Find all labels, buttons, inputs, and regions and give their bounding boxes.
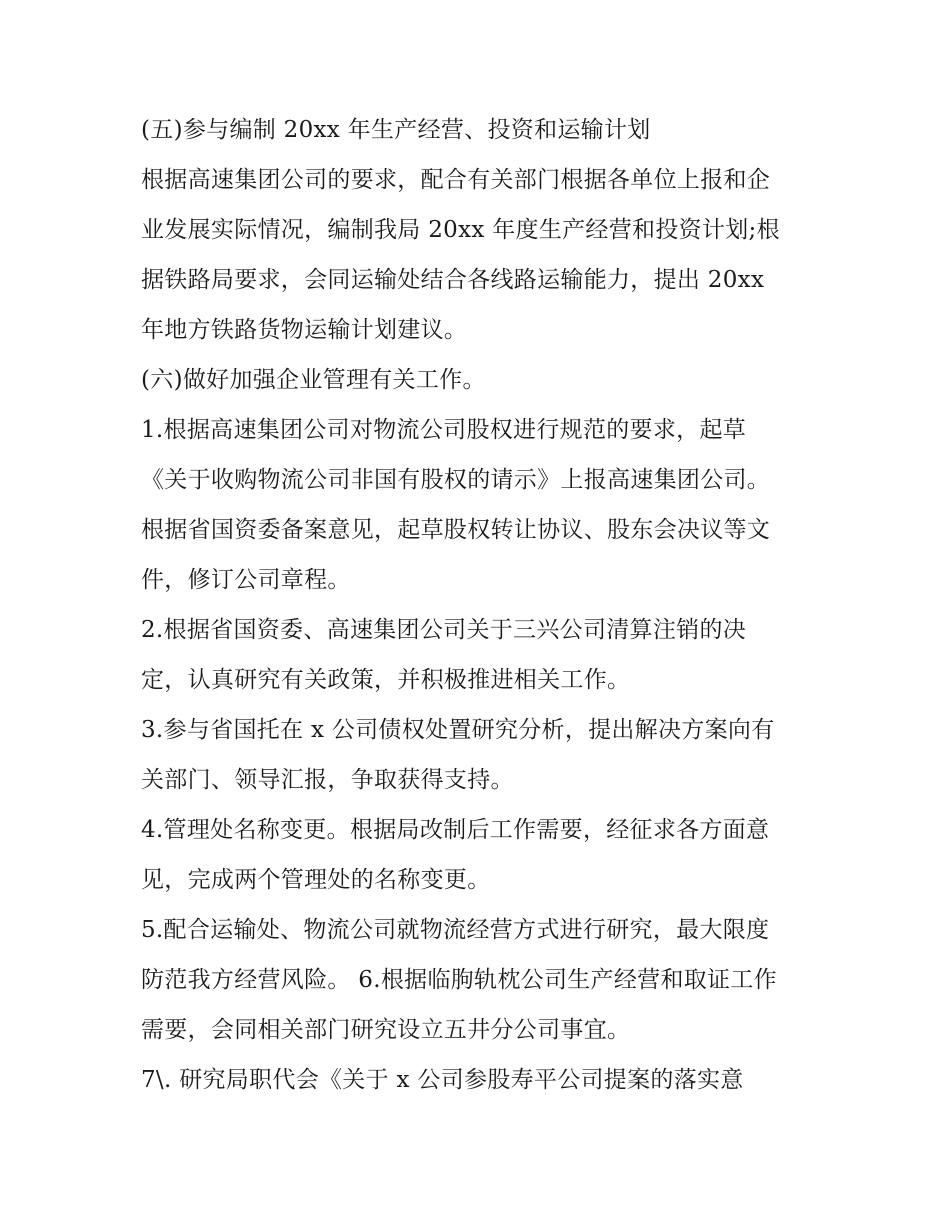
paragraph-line: 根据高速集团公司的要求，配合有关部门根据各单位上报和企 [141, 167, 771, 193]
list-item-4: 4.管理处名称变更。根据局改制后工作需要，经征求各方面意 [141, 817, 770, 843]
list-item-5: 5.配合运输处、物流公司就物流经营方式进行研究，最大限度 [141, 917, 770, 943]
paragraph-line: 件，修订公司章程。 [141, 567, 351, 593]
paragraph-line: 据铁路局要求，会同运输处结合各线路运输能力，提出 20xx [141, 267, 765, 293]
paragraph-line: 定，认真研究有关政策，并积极推进相关工作。 [141, 667, 631, 693]
list-item-3: 3.参与省国托在 x 公司债权处置研究分析，提出解决方案向有 [141, 717, 775, 743]
paragraph-line: 需要，会同相关部门研究设立五井分公司事宜。 [141, 1017, 631, 1043]
list-item-1: 1.根据高速集团公司对物流公司股权进行规范的要求，起草 [141, 417, 747, 443]
paragraph-line: 《关于收购物流公司非国有股权的请示》上报高速集团公司。 [141, 467, 771, 493]
section-heading-6: (六)做好加强企业管理有关工作。 [141, 367, 486, 393]
paragraph-line: 见，完成两个管理处的名称变更。 [141, 867, 491, 893]
list-item-2: 2.根据省国资委、高速集团公司关于三兴公司清算注销的决 [141, 617, 747, 643]
paragraph-line: 根据省国资委备案意见，起草股权转让协议、股东会决议等文 [141, 517, 771, 543]
list-item-6: 防范我方经营风险。 6.根据临朐轨枕公司生产经营和取证工作 [141, 967, 777, 993]
paragraph-line: 业发展实际情况，编制我局 20xx 年度生产经营和投资计划;根 [141, 217, 780, 243]
section-heading-5: (五)参与编制 20xx 年生产经营、投资和运输计划 [141, 117, 651, 143]
paragraph-line: 关部门、领导汇报，争取获得支持。 [141, 767, 514, 793]
paragraph-line: 年地方铁路货物运输计划建议。 [141, 317, 468, 343]
list-item-7: 7\. 研究局职代会《关于 x 公司参股寿平公司提案的落实意 [141, 1067, 744, 1093]
